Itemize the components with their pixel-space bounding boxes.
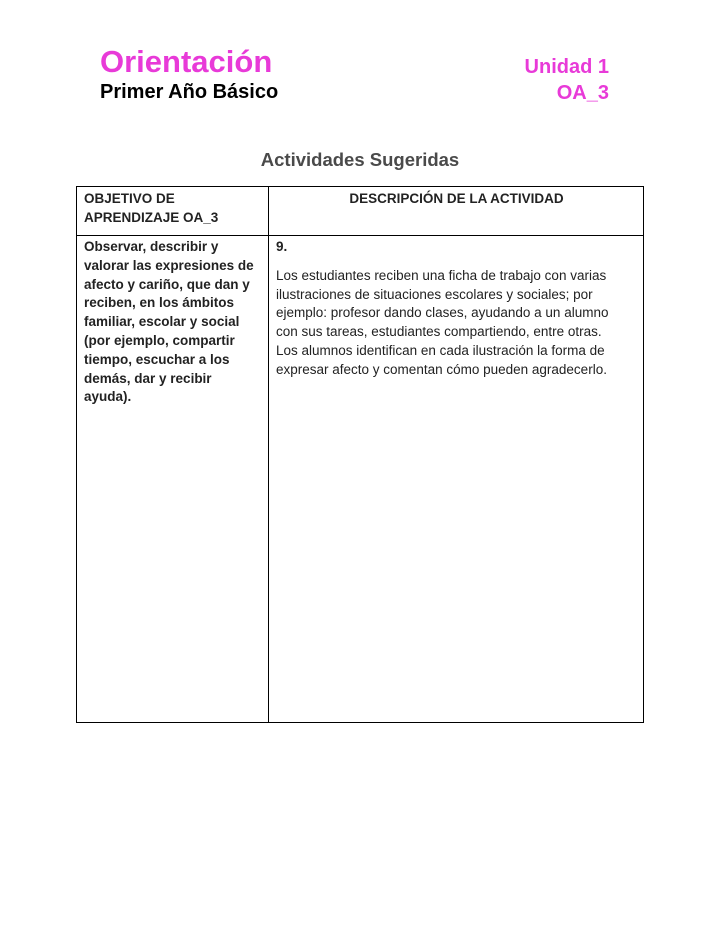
section-title: Actividades Sugeridas: [260, 149, 460, 170]
unit-label: Unidad 1: [524, 56, 609, 78]
description-column-header: DESCRIPCIÓN DE LA ACTIVIDAD: [269, 187, 644, 236]
grade-title: Primer Año Básico: [100, 81, 279, 103]
subject-title: Orientación: [100, 44, 273, 79]
objective-column-header: OBJETIVO DE APRENDIZAJE OA_3: [77, 187, 269, 236]
activity-table: [76, 186, 644, 723]
header-right: [525, 54, 609, 106]
activity-text: Los estudiantes reciben una ficha de trabajo con varias ilustraciones de situaciones escolares y sociales; por ejemplo: profesor dando clases, ayudando a un alumno con sus tareas, estudiantes compartiendo, entre otras. Los alumnos identifican en cada ilustración la forma de expresar afecto y comentan cómo pueden agradecerlo.: [276, 267, 609, 377]
description-cell: [269, 236, 644, 723]
activity-number: 9.: [276, 239, 288, 254]
table-row: [77, 236, 644, 723]
header-left: [100, 44, 278, 104]
objective-cell: Observar, describir y valorar las expresiones de afecto y cariño, que dan y reciben, en los ámbitos familiar, escolar y social (por ejemplo, compartir tiempo, escuchar a los demás, dar y recibir ayuda).: [77, 236, 269, 723]
table-header-row: [77, 187, 644, 236]
oa-label: OA_3: [556, 82, 609, 104]
